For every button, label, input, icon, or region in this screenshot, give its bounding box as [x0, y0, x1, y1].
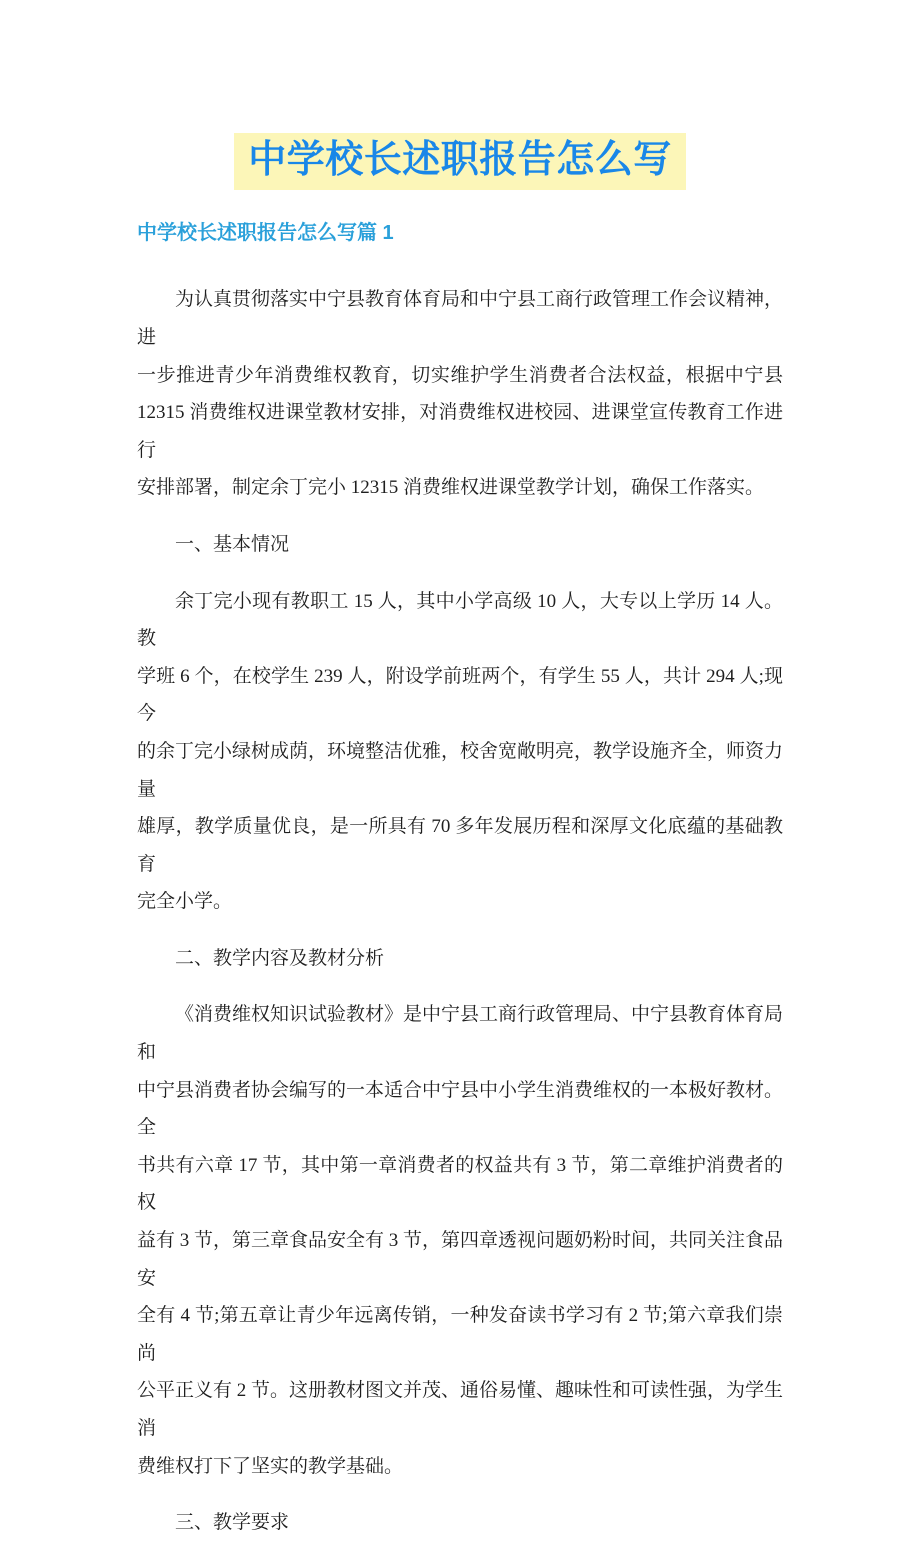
- text-line: 余丁完小现有教职工 15 人，其中小学高级 10 人，大专以上学历 14 人。教: [137, 590, 783, 650]
- text-line: 《消费维权知识试验教材》是中宁县工商行政管理局、中宁县教育体育局和: [137, 1004, 784, 1064]
- document-body: [137, 281, 783, 1541]
- section-heading: [137, 940, 783, 978]
- paragraph: [137, 996, 783, 1485]
- title-row: [0, 0, 920, 190]
- text-line: 全有 4 节;第五章让青少年远离传销，一种发奋读书学习有 2 节;第六章我们崇尚: [137, 1305, 783, 1364]
- text-line: 完全小学。: [137, 891, 233, 913]
- text-line: 学班 6 个，在校学生 239 人，附设学前班两个，有学生 55 人，共计 294 人;现今: [137, 665, 783, 725]
- text-line: 一步推进青少年消费维权教育，切实维护学生消费者合法权益，根据中宁县: [137, 364, 783, 386]
- text-line: 12315 消费维权进课堂教材安排，对消费维权进校园、进课堂宣传教育工作进行: [137, 402, 783, 461]
- section-heading: [137, 1504, 783, 1542]
- section-heading: [137, 526, 783, 564]
- paragraph: [137, 583, 783, 921]
- document-title: 中学校长述职报告怎么写: [234, 133, 686, 190]
- text-line: 费维权打下了坚实的教学基础。: [137, 1455, 404, 1477]
- document-subtitle: 中学校长述职报告怎么写篇 1: [137, 222, 394, 245]
- text-line: 益有 3 节，第三章食品安全有 3 节，第四章透视问题奶粉时间，共同关注食品安: [137, 1230, 784, 1289]
- text-line: 安排部署，制定余丁完小 12315 消费维权进课堂教学计划，确保工作落实。: [137, 477, 765, 499]
- paragraph: [137, 281, 783, 507]
- text-line: 书共有六章 17 节，其中第一章消费者的权益共有 3 节，第二章维护消费者的权: [137, 1154, 783, 1214]
- text-line: 的余丁完小绿树成荫，环境整洁优雅，校舍宽敞明亮，教学设施齐全，师资力量: [137, 740, 784, 800]
- text-line: 三、教学要求: [175, 1512, 290, 1534]
- text-line: 为认真贯彻落实中宁县教育体育局和中宁县工商行政管理工作会议精神，进: [137, 289, 784, 348]
- text-line: 雄厚，教学质量优良，是一所具有 70 多年发展历程和深厚文化底蕴的基础教育: [137, 816, 783, 875]
- text-line: 公平正义有 2 节。这册教材图文并茂、通俗易懂、趣味性和可读性强，为学生消: [137, 1380, 784, 1440]
- text-line: 中宁县消费者协会编写的一本适合中宁县中小学生消费维权的一本极好教材。全: [137, 1079, 784, 1139]
- text-line: 一、基本情况: [175, 533, 290, 555]
- text-line: 二、教学内容及教材分析: [175, 947, 385, 969]
